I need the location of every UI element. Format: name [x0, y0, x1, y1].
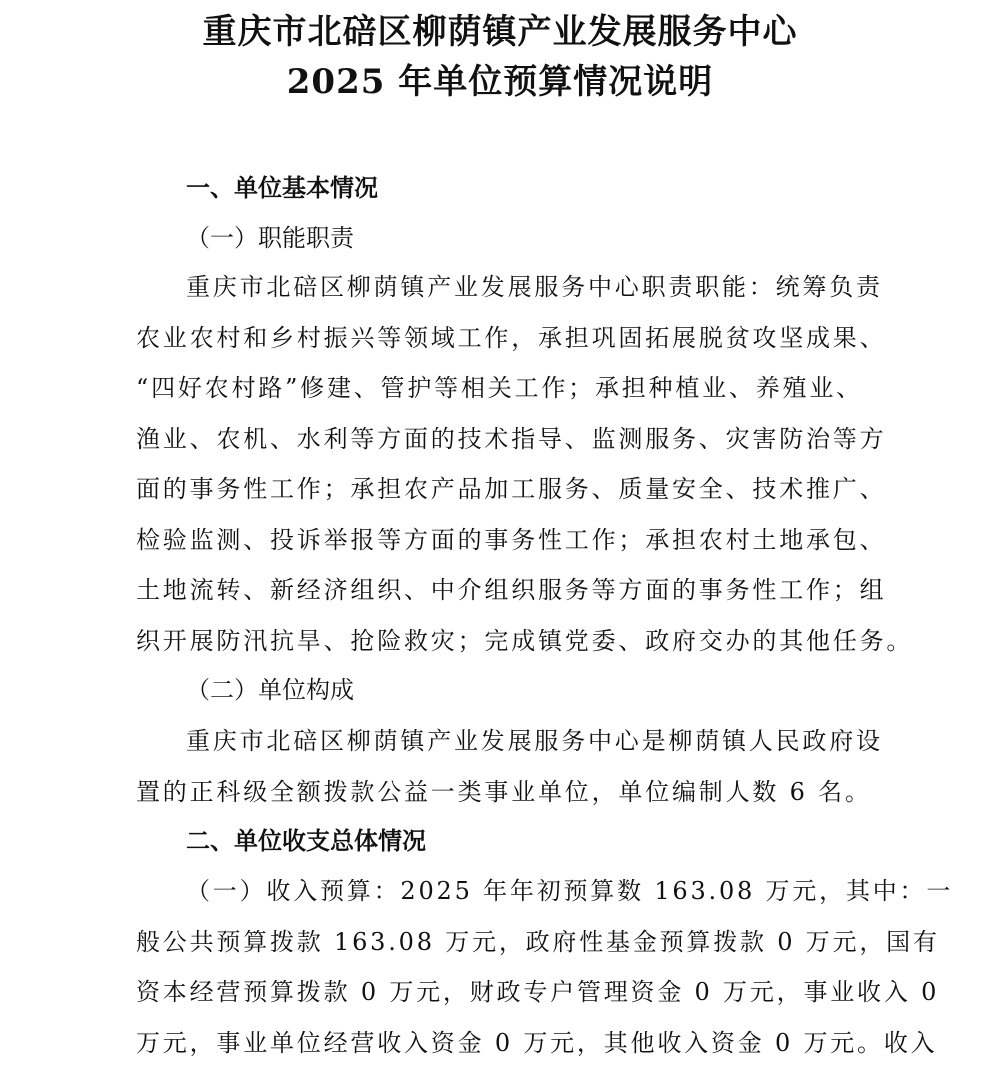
document-title-line-2: 2025 年单位预算情况说明 [286, 62, 714, 102]
composition-line: 置的正科级全额拨款公益一类事业单位，单位编制人数 6 名。 [136, 777, 872, 806]
income-line: 万元，事业单位经营收入资金 0 万元，其他收入资金 0 万元。收入 [136, 1028, 938, 1057]
income-budget-paragraph [136, 866, 954, 1068]
duties-line: 面的事务性工作；承担农产品加工服务、质量安全、技术推广、 [136, 475, 887, 503]
section-1-subheading-duties: （一）职能职责 [186, 224, 354, 252]
duties-paragraph [136, 262, 914, 666]
section-1-heading: 一、单位基本情况 [186, 173, 378, 202]
income-line: 资本经营预算拨款 0 万元，财政专户管理资金 0 万元，事业收入 0 [136, 978, 940, 1006]
duties-line: 农业农村和乡村振兴等领域工作，承担巩固拓展脱贫攻坚成果、 [136, 323, 887, 352]
duties-line: 检验监测、投诉举报等方面的事务性工作；承担农村土地承包、 [136, 525, 887, 554]
duties-line: “四好农村路”修建、管护等相关工作；承担种植业、养殖业、 [136, 374, 863, 402]
income-line: 般公共预算拨款 163.08 万元，政府性基金预算拨款 0 万元，国有 [136, 927, 940, 956]
composition-line: 重庆市北碚区柳荫镇产业发展服务中心是柳荫镇人民政府设 [186, 727, 883, 755]
section-2-heading: 二、单位收支总体情况 [186, 826, 426, 855]
income-line: （一）收入预算：2025 年年初预算数 163.08 万元，其中：一 [186, 877, 954, 905]
document-title-line-1: 重庆市北碚区柳荫镇产业发展服务中心 [202, 12, 798, 52]
duties-line: 重庆市北碚区柳荫镇产业发展服务中心职责职能：统筹负责 [186, 273, 883, 301]
composition-paragraph [136, 716, 891, 817]
duties-line: 土地流转、新经济组织、中介组织服务等方面的事务性工作；组 [136, 576, 887, 604]
duties-line: 渔业、农机、水利等方面的技术指导、监测服务、灾害防治等方 [136, 424, 887, 453]
duties-line: 织开展防汛抗旱、抢险救灾；完成镇党委、政府交办的其他任务。 [136, 626, 914, 655]
section-1-subheading-composition: （二）单位构成 [186, 676, 354, 704]
